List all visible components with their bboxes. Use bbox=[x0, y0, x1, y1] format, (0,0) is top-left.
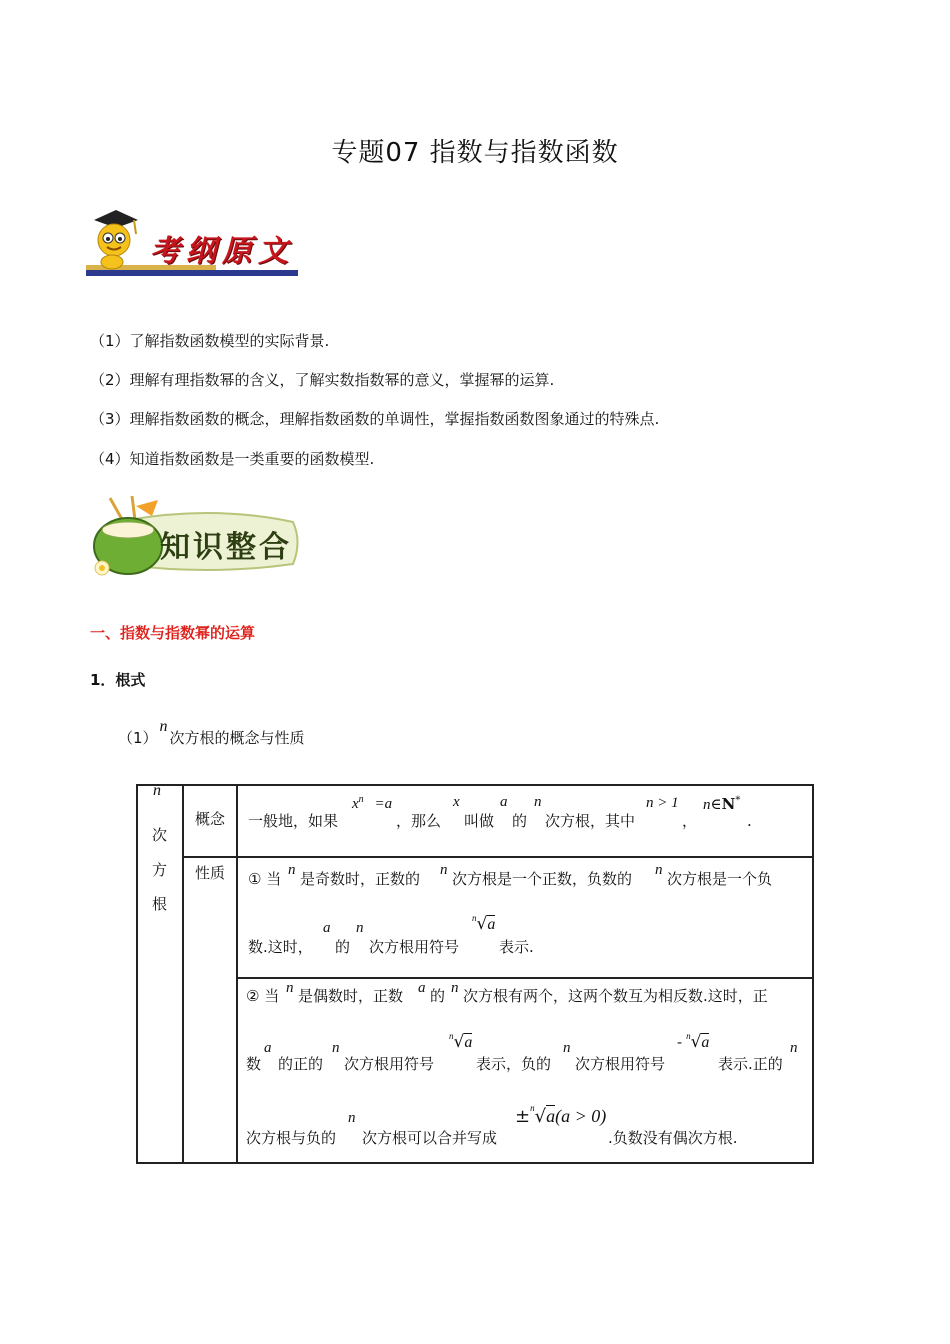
even-text: 次方根用符号 bbox=[344, 1055, 435, 1073]
table-divider bbox=[236, 977, 814, 979]
outline-item: （4）知道指数函数是一类重要的函数模型. bbox=[90, 450, 375, 468]
page-title: 专题07 指数与指数函数 bbox=[331, 138, 619, 168]
odd-text: 表示. bbox=[499, 938, 534, 956]
var-n: n bbox=[451, 980, 459, 996]
syllabus-banner bbox=[86, 206, 300, 280]
table-divider bbox=[182, 784, 184, 1164]
var-n: n bbox=[356, 920, 364, 936]
condition-n-in-N bbox=[703, 795, 740, 814]
row-label-property: 性质 bbox=[195, 864, 226, 882]
var-n: n bbox=[790, 1040, 798, 1056]
table-header-char: 根 bbox=[152, 895, 168, 913]
row-label-concept: 概念 bbox=[195, 810, 226, 828]
pm-root-expression: ±$^n$√a(a > 0) bbox=[515, 1103, 607, 1127]
var-n: n bbox=[440, 862, 448, 878]
root-radicand: a bbox=[487, 916, 496, 933]
cond-n: n bbox=[703, 797, 711, 813]
even-text: 次方根与负的 bbox=[246, 1129, 337, 1147]
var-n: n bbox=[288, 862, 296, 878]
odd-text: 次方根是一个负 bbox=[667, 870, 773, 888]
var-x: x bbox=[453, 794, 460, 810]
odd-text: 次方根用符号 bbox=[369, 938, 460, 956]
even-text: 的 bbox=[430, 987, 446, 1005]
cond-N: N bbox=[721, 795, 736, 813]
var-n: n bbox=[655, 862, 663, 878]
odd-text: 是奇数时，正数的 bbox=[300, 870, 421, 888]
even-text: 数 bbox=[246, 1055, 262, 1073]
syllabus-banner-text: 考纲原文 bbox=[150, 234, 294, 269]
odd-text: 的 bbox=[335, 938, 351, 956]
var-n: n bbox=[286, 980, 294, 996]
outline-item: （1）了解指数函数模型的实际背景. bbox=[90, 332, 330, 350]
outline-item: （3）理解指数函数的概念，理解指数函数的单调性，掌握指数函数图象通过的特殊点. bbox=[90, 410, 660, 428]
cond-in: ∈ bbox=[710, 795, 722, 813]
section-heading: 一、指数与指数幂的运算 bbox=[90, 624, 256, 642]
concept-text: ，那么 bbox=[396, 812, 442, 830]
sub-item-prefix: （1） bbox=[118, 729, 158, 747]
pm-sign: ± bbox=[515, 1106, 531, 1127]
concept-text: 次方根，其中 bbox=[545, 812, 636, 830]
even-text: 表示.正的 bbox=[718, 1055, 783, 1073]
even-text: 表示，负的 bbox=[476, 1055, 552, 1073]
var-n: n bbox=[534, 794, 542, 810]
var-a: a bbox=[264, 1040, 272, 1056]
even-text: 次方根可以合并写成 bbox=[362, 1129, 498, 1147]
root-radicand: a bbox=[464, 1034, 473, 1051]
neg-nth-root-symbol: - $^n$√a bbox=[677, 1031, 710, 1052]
root-index: n bbox=[472, 913, 477, 923]
outline-item: （2）理解有理指数幂的含义，了解实数指数幂的意义，掌握幂的运算. bbox=[90, 371, 555, 389]
var-a: a bbox=[500, 794, 508, 810]
var-n: n bbox=[348, 1110, 356, 1126]
even-text: 是偶数时，正数 bbox=[298, 987, 404, 1005]
eq-x: x bbox=[352, 796, 359, 812]
var-n: n bbox=[563, 1040, 571, 1056]
even-text: .负数没有偶次方根. bbox=[608, 1129, 738, 1147]
odd-text: 数.这时， bbox=[248, 938, 313, 956]
even-text: 次方根用符号 bbox=[575, 1055, 666, 1073]
even-text: 的正的 bbox=[278, 1055, 324, 1073]
condition-n-gt-1: n > 1 bbox=[646, 795, 679, 811]
sub-item bbox=[118, 718, 305, 748]
subsection-heading: 1．根式 bbox=[90, 671, 146, 689]
var-n: n bbox=[332, 1040, 340, 1056]
concept-text: . bbox=[747, 812, 752, 830]
knowledge-banner bbox=[88, 494, 302, 582]
eq-n: n bbox=[358, 794, 364, 805]
cond-star: * bbox=[735, 795, 741, 806]
root-index: n bbox=[686, 1031, 691, 1041]
root-index: n bbox=[530, 1103, 535, 1113]
concept-text: ， bbox=[682, 812, 698, 830]
odd-text: 次方根是一个正数，负数的 bbox=[452, 870, 633, 888]
root-radicand: a bbox=[546, 1106, 556, 1126]
root-index: n bbox=[449, 1031, 454, 1041]
nth-root-table bbox=[136, 784, 814, 1164]
even-text: ② 当 bbox=[246, 987, 280, 1005]
eq-rhs: =a bbox=[374, 796, 393, 812]
table-divider bbox=[182, 856, 814, 858]
table-header-var: n bbox=[153, 782, 161, 799]
table-header-char: 方 bbox=[152, 861, 168, 879]
odd-text: ① 当 bbox=[248, 870, 282, 888]
concept-equation bbox=[352, 794, 392, 813]
table-divider bbox=[236, 784, 238, 1164]
var-a: a bbox=[418, 980, 426, 996]
concept-text: 一般地，如果 bbox=[248, 812, 339, 830]
nth-root-symbol: $^n$√a bbox=[472, 913, 496, 934]
root-radicand: a bbox=[701, 1034, 710, 1051]
concept-text: 的 bbox=[512, 812, 528, 830]
neg-sign: - bbox=[677, 1033, 683, 1051]
nth-root-symbol: $^n$√a bbox=[449, 1031, 473, 1052]
concept-text: 叫做 bbox=[464, 812, 495, 830]
even-text: 次方根有两个，这两个数互为相反数.这时，正 bbox=[463, 987, 768, 1005]
var-a: a bbox=[323, 920, 331, 936]
knowledge-banner-text: 知识整合 bbox=[160, 530, 292, 565]
var-n: n bbox=[159, 718, 168, 735]
table-header-char: 次 bbox=[152, 826, 168, 844]
sub-item-text: 次方根的概念与性质 bbox=[169, 729, 305, 747]
root-condition: (a > 0) bbox=[555, 1106, 607, 1126]
